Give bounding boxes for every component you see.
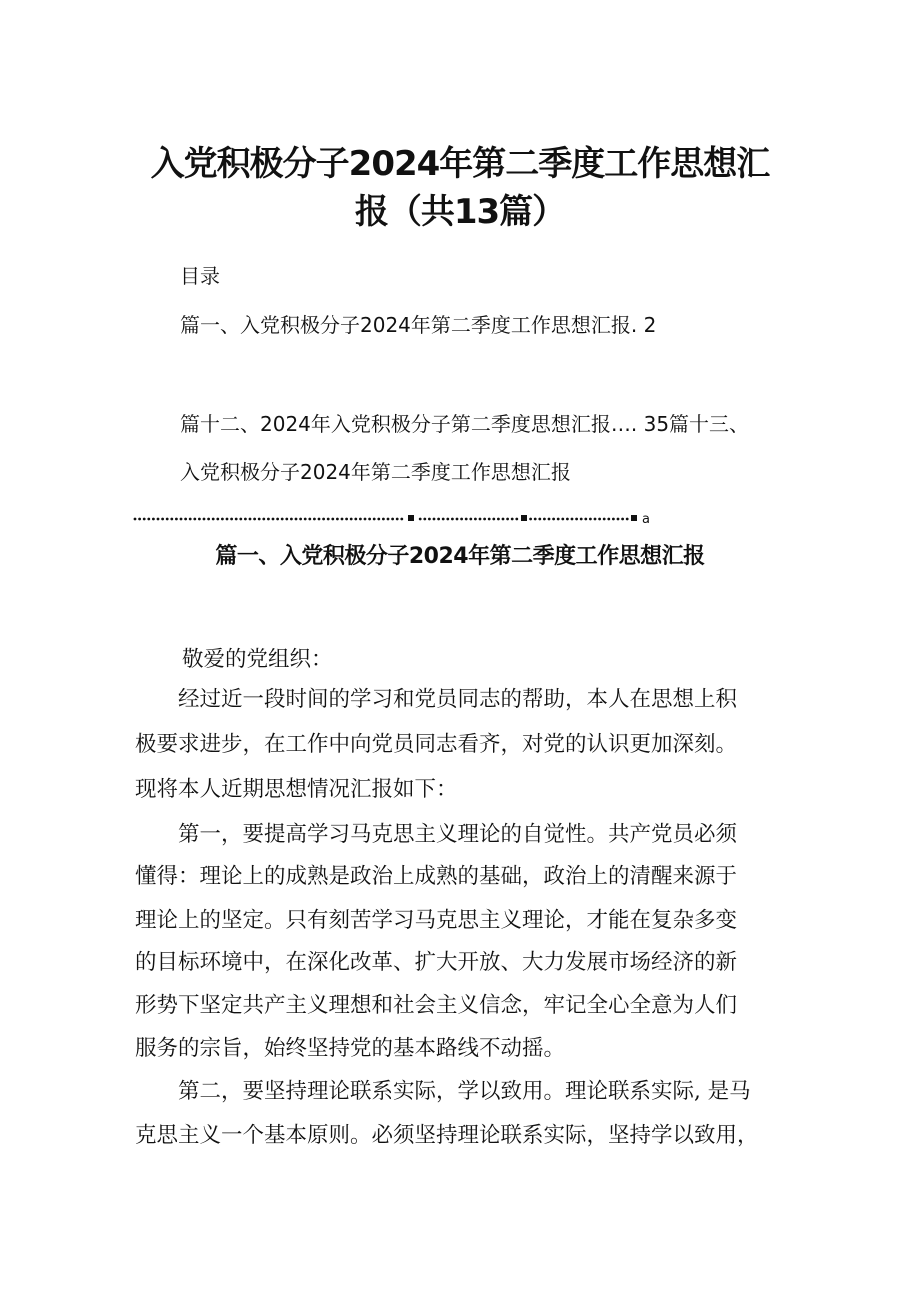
dot-leader-dot <box>281 518 284 521</box>
toc-item-13: 入党积极分子2024年第二季度工作思想汇报 <box>180 460 571 484</box>
dot-leader-dot <box>548 518 551 521</box>
dot-leader-dot <box>511 518 514 521</box>
dot-leader-dot <box>621 518 624 521</box>
dot-leader-dot <box>396 518 399 521</box>
dot-leader-dot <box>138 518 141 521</box>
dot-leader-dot <box>584 518 587 521</box>
document-title-line-1: 入党积极分子2024年第二季度工作思想汇 <box>150 144 770 184</box>
dot-leader-dot <box>318 518 321 521</box>
dot-leader-dot <box>203 518 206 521</box>
dot-leader-dot <box>304 518 307 521</box>
dot-leader-dot <box>446 518 449 521</box>
dot-leader-dot <box>626 518 629 521</box>
dot-leader-dot <box>276 518 279 521</box>
dot-leader-dot <box>253 518 256 521</box>
dot-leader-dot <box>543 518 546 521</box>
body-line: 现将本人近期思想情况汇报如下： <box>135 777 458 802</box>
dot-leader-dot <box>295 518 298 521</box>
dot-leader-dot <box>239 518 242 521</box>
dot-leader-dot <box>170 518 173 521</box>
body-line: 克思主义一个基本原则。必须坚持理论联系实际，坚持学以致用， <box>135 1123 759 1148</box>
dot-leader-dot <box>387 518 390 521</box>
dot-leader-dot <box>589 518 592 521</box>
dot-leader-dot <box>350 518 353 521</box>
dot-leader-dot <box>175 518 178 521</box>
body-line: 懂得：理论上的成熟是政治上成熟的基础，政治上的清醒来源于 <box>135 864 738 889</box>
body-line: 的目标环境中，在深化改革、扩大开放、大力发展市场经济的新 <box>135 950 738 975</box>
dot-leader-dot <box>552 518 555 521</box>
dot-leader-dot <box>331 518 334 521</box>
dot-leader-dot <box>327 518 330 521</box>
dot-leader-dot <box>152 518 155 521</box>
toc-heading: 目录 <box>180 264 220 288</box>
dot-leader-dot <box>368 518 371 521</box>
dot-leader-dot <box>244 518 247 521</box>
dot-leader-dot <box>391 518 394 521</box>
dot-leader-dot <box>226 518 229 521</box>
dot-leader-dot <box>207 518 210 521</box>
dot-leader-dot <box>262 518 265 521</box>
body-line: 极要求进步，在工作中向党员同志看齐，对党的认识更加深刻。 <box>135 732 738 757</box>
dot-leader-dot <box>400 518 403 521</box>
dot-leader-dot <box>285 518 288 521</box>
dot-leader-dot <box>382 518 385 521</box>
dot-leader-dot <box>212 518 215 521</box>
dot-leader-dot <box>336 518 339 521</box>
dot-leader-square-3 <box>631 515 637 521</box>
dot-leader-dot <box>488 518 491 521</box>
dot-leader-end-letter: a <box>642 512 650 526</box>
dot-leader-dot <box>341 518 344 521</box>
document-title-line-2: 报（共13篇） <box>354 192 566 232</box>
dot-leader-dot <box>428 518 431 521</box>
dot-leader-dot <box>216 518 219 521</box>
dot-leader-dot <box>502 518 505 521</box>
body-line: 服务的宗旨，始终坚持党的基本路线不动摇。 <box>135 1036 566 1061</box>
dot-leader-dot <box>134 518 137 521</box>
body-line: 第一，要提高学习马克思主义理论的自觉性。共产党员必须 <box>135 822 738 847</box>
dot-leader-dot <box>442 518 445 521</box>
dot-leader-dot <box>603 518 606 521</box>
body-line: 第二，要坚持理论联系实际，学以致用。理论联系实际, 是马 <box>135 1079 751 1104</box>
dot-leader-dot <box>258 518 261 521</box>
dot-leader-dot <box>180 518 183 521</box>
dot-leader-dot <box>460 518 463 521</box>
dot-leader-dot <box>474 518 477 521</box>
dot-leader-dot <box>299 518 302 521</box>
dot-leader-dot <box>557 518 560 521</box>
dot-leader-dot <box>189 518 192 521</box>
dot-leader-dot <box>566 518 569 521</box>
dot-leader-dot <box>147 518 150 521</box>
dot-leader-dot <box>515 518 518 521</box>
dot-leader-dot <box>607 518 610 521</box>
dot-leader-dot <box>308 518 311 521</box>
dot-leader-dot <box>612 518 615 521</box>
body-line: 理论上的坚定。只有刻苦学习马克思主义理论，才能在复杂多变 <box>135 908 738 933</box>
dot-leader-dot <box>580 518 583 521</box>
section-1-heading: 篇一、入党积极分子2024年第二季度工作思想汇报 <box>215 544 705 569</box>
dot-leader-square-1 <box>408 515 414 521</box>
dot-leader-dot <box>437 518 440 521</box>
dot-leader-dot <box>594 518 597 521</box>
dot-leader-dot <box>161 518 164 521</box>
toc-item-1: 篇一、入党积极分子2024年第二季度工作思想汇报. 2 <box>180 313 657 337</box>
dot-leader-dot <box>345 518 348 521</box>
dot-leader-dot <box>377 518 380 521</box>
dot-leader-dot <box>469 518 472 521</box>
dot-leader-dot <box>166 518 169 521</box>
dot-leader-dot <box>373 518 376 521</box>
dot-leader-dot <box>479 518 482 521</box>
toc-item-12: 篇十二、2024年入党积极分子第二季度思想汇报…. 35篇十三、 <box>180 412 750 436</box>
dot-leader-dot <box>617 518 620 521</box>
dot-leader-dot <box>575 518 578 521</box>
dot-leader-dot <box>483 518 486 521</box>
letter-greeting: 敬爱的党组织： <box>182 647 333 672</box>
dot-leader-dot <box>598 518 601 521</box>
dot-leader-dot <box>571 518 574 521</box>
dot-leader-square-2 <box>521 515 527 521</box>
dot-leader-dot <box>198 518 201 521</box>
dot-leader-dot <box>359 518 362 521</box>
dot-leader-dot <box>322 518 325 521</box>
dot-leader-dot <box>456 518 459 521</box>
dot-leader-dot <box>465 518 468 521</box>
dot-leader-dot <box>184 518 187 521</box>
dot-leader-dot <box>221 518 224 521</box>
dot-leader-dot <box>497 518 500 521</box>
toc-dot-leader <box>133 510 653 526</box>
dot-leader-dot <box>529 518 532 521</box>
dot-leader-dot <box>423 518 426 521</box>
dot-leader-dot <box>272 518 275 521</box>
dot-leader-dot <box>313 518 316 521</box>
dot-leader-dot <box>364 518 367 521</box>
dot-leader-dot <box>561 518 564 521</box>
dot-leader-dot <box>235 518 238 521</box>
body-line: 经过近一段时间的学习和党员同志的帮助，本人在思想上积 <box>135 687 738 712</box>
dot-leader-dot <box>193 518 196 521</box>
dot-leader-dot <box>451 518 454 521</box>
dot-leader-dot <box>267 518 270 521</box>
dot-leader-dot <box>538 518 541 521</box>
dot-leader-dot <box>506 518 509 521</box>
dot-leader-dot <box>143 518 146 521</box>
body-line: 形势下坚定共产主义理想和社会主义信念，牢记全心全意为人们 <box>135 993 738 1018</box>
dot-leader-dot <box>534 518 537 521</box>
dot-leader-dot <box>492 518 495 521</box>
dot-leader-dot <box>419 518 422 521</box>
dot-leader-dot <box>230 518 233 521</box>
dot-leader-dot <box>157 518 160 521</box>
dot-leader-dot <box>354 518 357 521</box>
dot-leader-dot <box>290 518 293 521</box>
dot-leader-dot <box>433 518 436 521</box>
dot-leader-dot <box>249 518 252 521</box>
